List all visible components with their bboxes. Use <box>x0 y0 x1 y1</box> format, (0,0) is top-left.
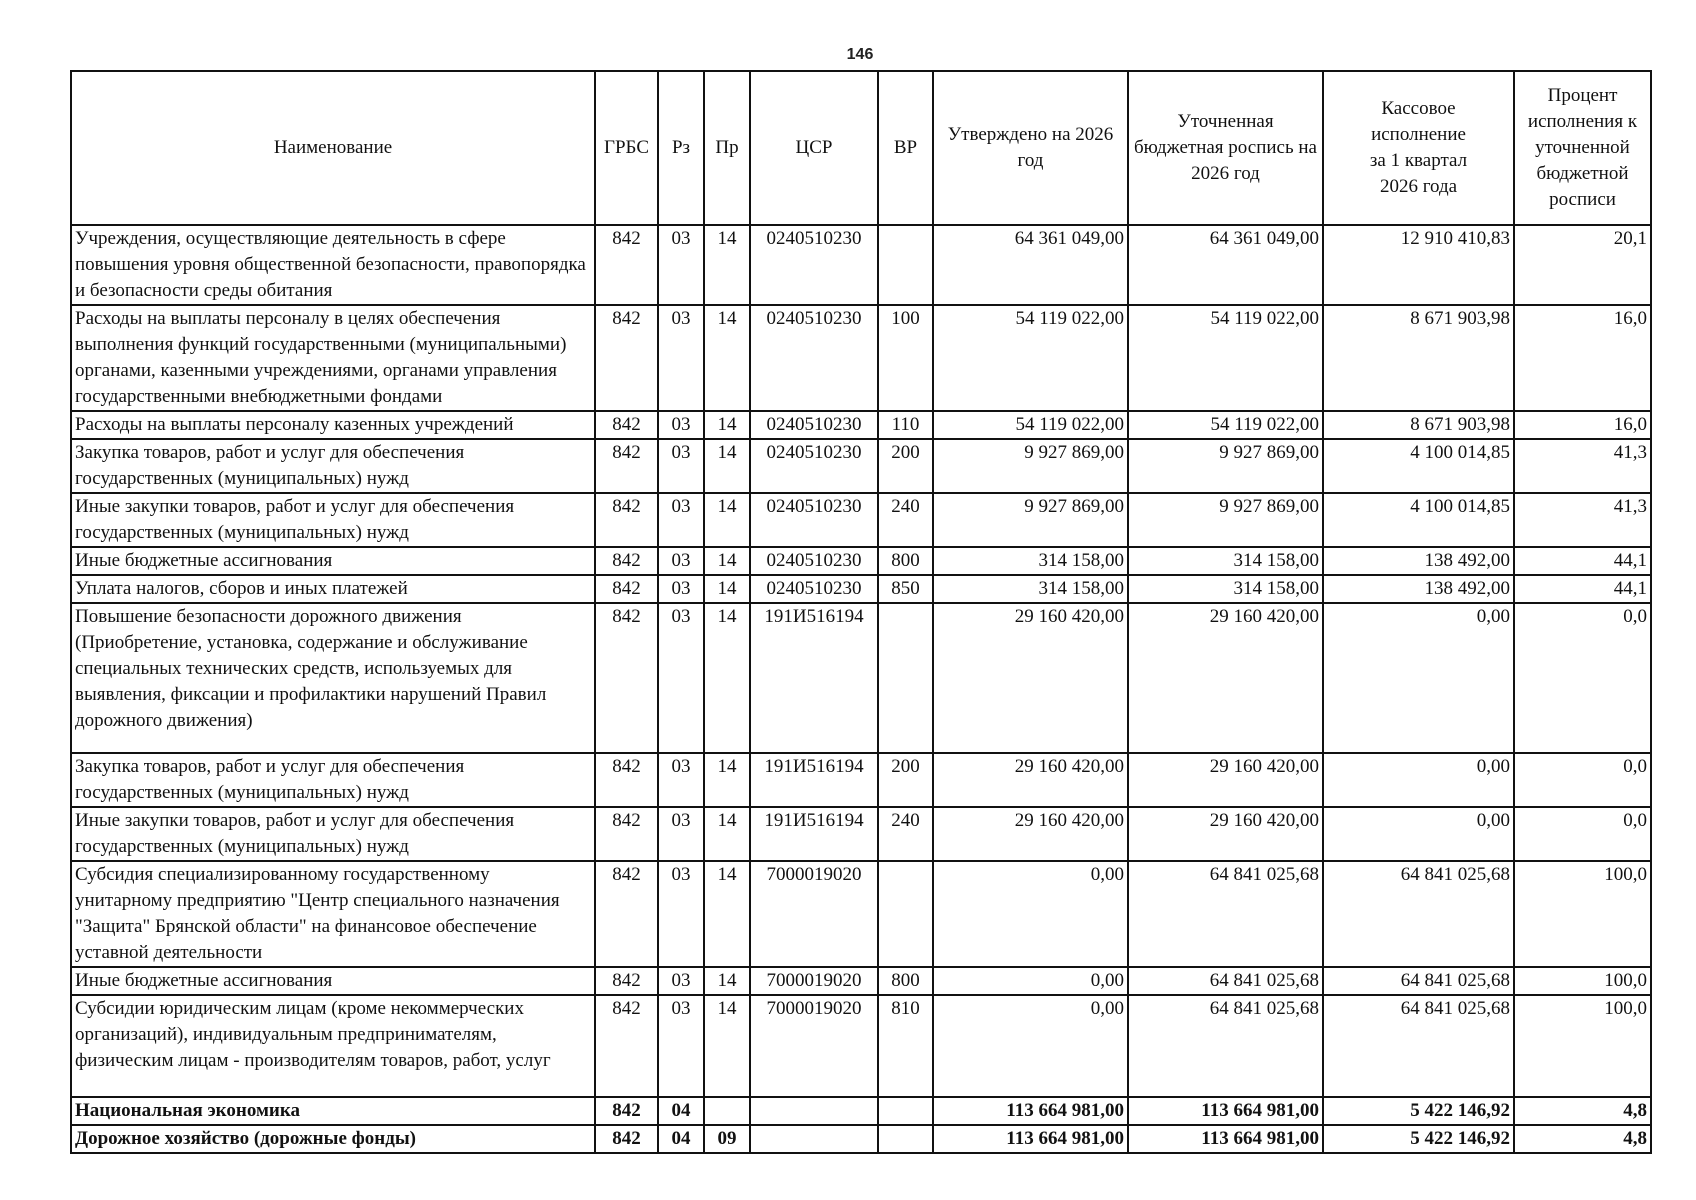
approved-cell: 9 927 869,00 <box>933 493 1128 547</box>
approved-cell: 113 664 981,00 <box>933 1097 1128 1125</box>
pr-cell: 14 <box>704 753 750 807</box>
cash-cell: 64 841 025,68 <box>1323 967 1514 995</box>
cash-cell: 5 422 146,92 <box>1323 1125 1514 1153</box>
rz-cell: 03 <box>658 411 704 439</box>
rz-cell: 03 <box>658 967 704 995</box>
table-row <box>71 1097 1651 1125</box>
pr-cell: 14 <box>704 305 750 411</box>
grbs-cell: 842 <box>595 1097 658 1125</box>
header-pr: Пр <box>704 71 750 225</box>
percent-cell: 41,3 <box>1514 493 1651 547</box>
pr-cell: 09 <box>704 1125 750 1153</box>
row-name-cell: Учреждения, осуществляющие деятельность в сфере повышения уровня общественной безопасности, правопорядка и безопасности среды обитания <box>71 225 595 305</box>
rz-cell: 03 <box>658 807 704 861</box>
row-name-cell: Расходы на выплаты персоналу казенных учреждений <box>71 411 595 439</box>
rz-cell: 03 <box>658 861 704 967</box>
refined-cell: 9 927 869,00 <box>1128 439 1323 493</box>
refined-cell: 29 160 420,00 <box>1128 753 1323 807</box>
header-percent-line: бюджетной <box>1536 163 1629 184</box>
pr-cell: 14 <box>704 411 750 439</box>
table-header-row <box>71 71 1651 225</box>
percent-cell: 4,8 <box>1514 1097 1651 1125</box>
pr-cell: 14 <box>704 807 750 861</box>
grbs-cell: 842 <box>595 411 658 439</box>
header-percent <box>1514 71 1651 225</box>
refined-cell: 314 158,00 <box>1128 547 1323 575</box>
row-name-cell: Иные закупки товаров, работ и услуг для обеспечения государственных (муниципальных) нужд <box>71 807 595 861</box>
csr-cell: 0240510230 <box>750 493 878 547</box>
grbs-cell: 842 <box>595 305 658 411</box>
percent-cell: 20,1 <box>1514 225 1651 305</box>
table-row <box>71 547 1651 575</box>
approved-cell: 113 664 981,00 <box>933 1125 1128 1153</box>
table-row <box>71 753 1651 807</box>
percent-cell: 16,0 <box>1514 305 1651 411</box>
refined-cell: 29 160 420,00 <box>1128 603 1323 753</box>
row-name-cell: Субсидия специализированному государственному унитарному предприятию "Центр специального назначения "Защита" Брянской области" на финансовое обеспечение уставной деятельности <box>71 861 595 967</box>
rz-cell: 03 <box>658 995 704 1097</box>
csr-cell: 0240510230 <box>750 547 878 575</box>
vr-cell: 800 <box>878 547 933 575</box>
pr-cell: 14 <box>704 967 750 995</box>
vr-cell: 800 <box>878 967 933 995</box>
table-row <box>71 1125 1651 1153</box>
cash-cell: 4 100 014,85 <box>1323 439 1514 493</box>
approved-cell: 314 158,00 <box>933 547 1128 575</box>
header-cash-line: за 1 квартал <box>1369 150 1468 171</box>
table-row <box>71 439 1651 493</box>
row-name-cell: Расходы на выплаты персоналу в целях обеспечения выполнения функций государственными (муниципальными) органами, казенными учреждениями, органами управления государственными внебюджетными фондами <box>71 305 595 411</box>
refined-cell: 54 119 022,00 <box>1128 411 1323 439</box>
pr-cell: 14 <box>704 575 750 603</box>
cash-cell: 0,00 <box>1323 603 1514 753</box>
header-refined: Уточненная бюджетная роспись на 2026 год <box>1128 71 1323 225</box>
vr-cell <box>878 1125 933 1153</box>
row-name-cell: Иные бюджетные ассигнования <box>71 547 595 575</box>
csr-cell: 0240510230 <box>750 305 878 411</box>
csr-cell <box>750 1097 878 1125</box>
cash-cell: 0,00 <box>1323 753 1514 807</box>
table-row <box>71 603 1651 753</box>
cash-cell: 0,00 <box>1323 807 1514 861</box>
pr-cell: 14 <box>704 439 750 493</box>
cash-cell: 4 100 014,85 <box>1323 493 1514 547</box>
csr-cell: 0240510230 <box>750 439 878 493</box>
refined-cell: 64 841 025,68 <box>1128 967 1323 995</box>
rz-cell: 03 <box>658 439 704 493</box>
rz-cell: 03 <box>658 753 704 807</box>
percent-cell: 44,1 <box>1514 547 1651 575</box>
approved-cell: 29 160 420,00 <box>933 753 1128 807</box>
header-cash-line: исполнение <box>1371 124 1466 145</box>
pr-cell: 14 <box>704 225 750 305</box>
vr-cell: 240 <box>878 493 933 547</box>
refined-cell: 9 927 869,00 <box>1128 493 1323 547</box>
table-row <box>71 411 1651 439</box>
header-percent-line: исполнения к <box>1527 111 1638 132</box>
refined-cell: 314 158,00 <box>1128 575 1323 603</box>
grbs-cell: 842 <box>595 995 658 1097</box>
pr-cell: 14 <box>704 603 750 753</box>
cash-cell: 8 671 903,98 <box>1323 305 1514 411</box>
cash-cell: 64 841 025,68 <box>1323 995 1514 1097</box>
vr-cell: 850 <box>878 575 933 603</box>
vr-cell: 200 <box>878 753 933 807</box>
table-row <box>71 225 1651 305</box>
csr-cell: 191И516194 <box>750 753 878 807</box>
row-name-cell: Субсидии юридическим лицам (кроме некоммерческих организаций), индивидуальным предпринимателям, физическим лицам - производителям товаров, работ, услуг <box>71 995 595 1097</box>
grbs-cell: 842 <box>595 547 658 575</box>
vr-cell <box>878 861 933 967</box>
csr-cell: 0240510230 <box>750 575 878 603</box>
row-name-cell: Закупка товаров, работ и услуг для обеспечения государственных (муниципальных) нужд <box>71 439 595 493</box>
header-approved: Утверждено на 2026 год <box>933 71 1128 225</box>
percent-cell: 100,0 <box>1514 995 1651 1097</box>
approved-cell: 0,00 <box>933 995 1128 1097</box>
percent-cell: 100,0 <box>1514 967 1651 995</box>
refined-cell: 29 160 420,00 <box>1128 807 1323 861</box>
header-percent-line: уточненной <box>1535 137 1630 158</box>
csr-cell: 191И516194 <box>750 807 878 861</box>
table-row <box>71 493 1651 547</box>
csr-cell: 0240510230 <box>750 411 878 439</box>
pr-cell <box>704 1097 750 1125</box>
refined-cell: 113 664 981,00 <box>1128 1097 1323 1125</box>
approved-cell: 54 119 022,00 <box>933 305 1128 411</box>
grbs-cell: 842 <box>595 603 658 753</box>
approved-cell: 9 927 869,00 <box>933 439 1128 493</box>
rz-cell: 03 <box>658 547 704 575</box>
csr-cell: 0240510230 <box>750 225 878 305</box>
csr-cell: 7000019020 <box>750 967 878 995</box>
table-row <box>71 305 1651 411</box>
row-name-cell: Повышение безопасности дорожного движения (Приобретение, установка, содержание и обслуживание специальных технических средств, используемых для выявления, фиксации и профилактики нарушений Правил дорожного движения) <box>71 603 595 753</box>
header-percent-line: Процент <box>1547 85 1618 106</box>
csr-cell: 7000019020 <box>750 861 878 967</box>
header-cash <box>1323 71 1514 225</box>
vr-cell <box>878 1097 933 1125</box>
rz-cell: 03 <box>658 575 704 603</box>
header-vr: ВР <box>878 71 933 225</box>
csr-cell: 191И516194 <box>750 603 878 753</box>
approved-cell: 29 160 420,00 <box>933 603 1128 753</box>
percent-cell: 16,0 <box>1514 411 1651 439</box>
budget-table <box>70 70 1652 1154</box>
rz-cell: 04 <box>658 1125 704 1153</box>
vr-cell: 810 <box>878 995 933 1097</box>
pr-cell: 14 <box>704 547 750 575</box>
rz-cell: 04 <box>658 1097 704 1125</box>
header-csr: ЦСР <box>750 71 878 225</box>
table-row <box>71 575 1651 603</box>
pr-cell: 14 <box>704 861 750 967</box>
vr-cell: 240 <box>878 807 933 861</box>
grbs-cell: 842 <box>595 439 658 493</box>
approved-cell: 0,00 <box>933 861 1128 967</box>
rz-cell: 03 <box>658 305 704 411</box>
table-row <box>71 861 1651 967</box>
header-name: Наименование <box>71 71 595 225</box>
percent-cell: 0,0 <box>1514 753 1651 807</box>
percent-cell: 44,1 <box>1514 575 1651 603</box>
row-name-cell: Национальная экономика <box>71 1097 595 1125</box>
cash-cell: 138 492,00 <box>1323 575 1514 603</box>
grbs-cell: 842 <box>595 967 658 995</box>
page-number: 146 <box>846 46 874 63</box>
grbs-cell: 842 <box>595 1125 658 1153</box>
pr-cell: 14 <box>704 995 750 1097</box>
vr-cell: 100 <box>878 305 933 411</box>
cash-cell: 64 841 025,68 <box>1323 861 1514 967</box>
refined-cell: 64 841 025,68 <box>1128 861 1323 967</box>
header-cash-line: 2026 года <box>1379 176 1458 197</box>
rz-cell: 03 <box>658 603 704 753</box>
approved-cell: 54 119 022,00 <box>933 411 1128 439</box>
grbs-cell: 842 <box>595 493 658 547</box>
table-body <box>71 225 1651 1153</box>
csr-cell <box>750 1125 878 1153</box>
percent-cell: 100,0 <box>1514 861 1651 967</box>
grbs-cell: 842 <box>595 225 658 305</box>
vr-cell: 200 <box>878 439 933 493</box>
cash-cell: 12 910 410,83 <box>1323 225 1514 305</box>
row-name-cell: Уплата налогов, сборов и иных платежей <box>71 575 595 603</box>
grbs-cell: 842 <box>595 753 658 807</box>
cash-cell: 138 492,00 <box>1323 547 1514 575</box>
approved-cell: 0,00 <box>933 967 1128 995</box>
table-row <box>71 995 1651 1097</box>
table-row <box>71 807 1651 861</box>
approved-cell: 64 361 049,00 <box>933 225 1128 305</box>
vr-cell <box>878 225 933 305</box>
grbs-cell: 842 <box>595 861 658 967</box>
rz-cell: 03 <box>658 493 704 547</box>
percent-cell: 4,8 <box>1514 1125 1651 1153</box>
row-name-cell: Дорожное хозяйство (дорожные фонды) <box>71 1125 595 1153</box>
refined-cell: 64 361 049,00 <box>1128 225 1323 305</box>
csr-cell: 7000019020 <box>750 995 878 1097</box>
percent-cell: 0,0 <box>1514 807 1651 861</box>
grbs-cell: 842 <box>595 807 658 861</box>
approved-cell: 29 160 420,00 <box>933 807 1128 861</box>
percent-cell: 41,3 <box>1514 439 1651 493</box>
percent-cell: 0,0 <box>1514 603 1651 753</box>
row-name-cell: Иные бюджетные ассигнования <box>71 967 595 995</box>
header-grbs: ГРБС <box>595 71 658 225</box>
vr-cell <box>878 603 933 753</box>
header-rz: Рз <box>658 71 704 225</box>
row-name-cell: Закупка товаров, работ и услуг для обеспечения государственных (муниципальных) нужд <box>71 753 595 807</box>
cash-cell: 8 671 903,98 <box>1323 411 1514 439</box>
refined-cell: 113 664 981,00 <box>1128 1125 1323 1153</box>
approved-cell: 314 158,00 <box>933 575 1128 603</box>
cash-cell: 5 422 146,92 <box>1323 1097 1514 1125</box>
refined-cell: 64 841 025,68 <box>1128 995 1323 1097</box>
vr-cell: 110 <box>878 411 933 439</box>
row-name-cell: Иные закупки товаров, работ и услуг для обеспечения государственных (муниципальных) нужд <box>71 493 595 547</box>
header-cash-line: Кассовое <box>1381 98 1456 119</box>
rz-cell: 03 <box>658 225 704 305</box>
refined-cell: 54 119 022,00 <box>1128 305 1323 411</box>
table-row <box>71 967 1651 995</box>
header-percent-line: росписи <box>1549 189 1616 210</box>
grbs-cell: 842 <box>595 575 658 603</box>
pr-cell: 14 <box>704 493 750 547</box>
